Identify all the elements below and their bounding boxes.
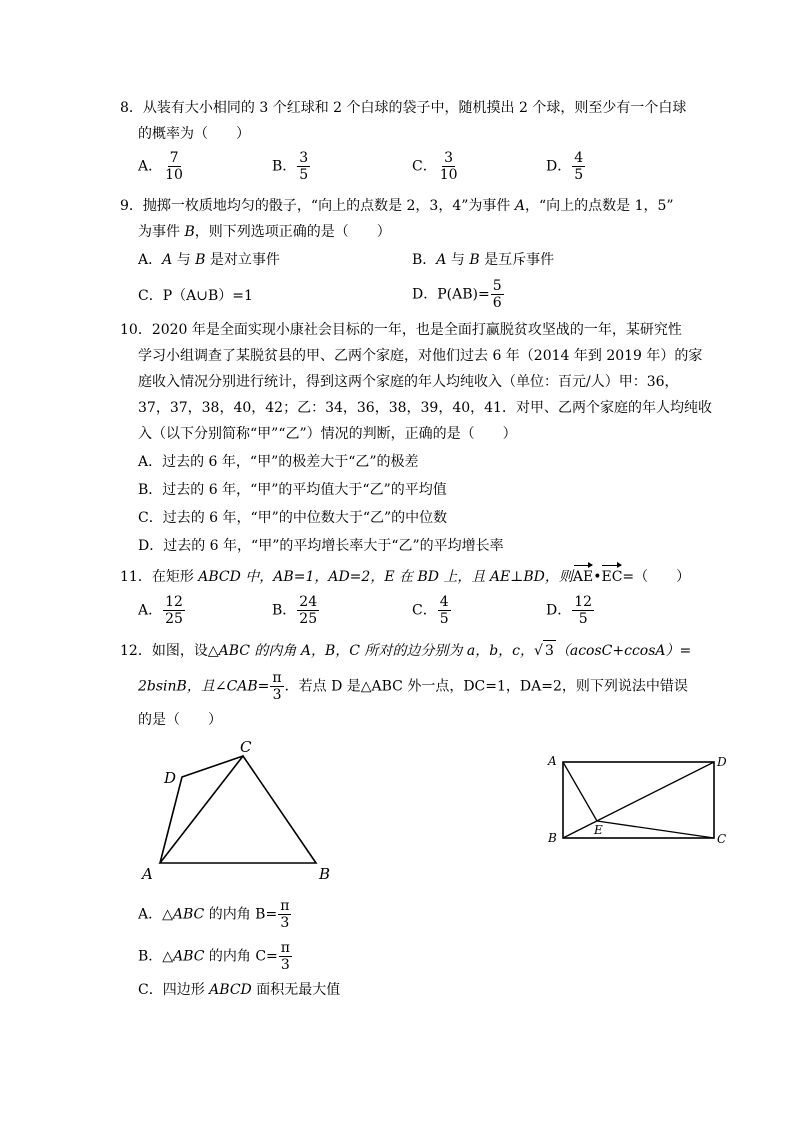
q11-option-d: D． $\frac{12}{5}$	[546, 594, 593, 627]
q8-option-d: D． $\frac{4}{5}$	[546, 150, 584, 183]
rectangle-figure	[540, 750, 740, 850]
vector-ec: EC	[601, 564, 622, 587]
q11-option-a: A． $\frac{12}{25}$	[138, 594, 183, 627]
label-a: A	[548, 754, 557, 768]
q10-stem-line4: 37，37，38，40，42；乙：34，36，38，39，40，41．对甲、乙两个家庭的年人均纯收	[138, 400, 712, 416]
q9-option-b: B．A 与 B 是互斥事件	[412, 252, 555, 268]
q10-stem-line2: 学习小组调查了某脱贫县的甲、乙两个家庭，对他们过去 6 年（2014 年到 2019 年）的家	[138, 348, 703, 364]
segment-ae	[563, 762, 597, 821]
label-a: A	[142, 865, 153, 883]
q8-stem-line2: 的概率为（ ）	[138, 126, 250, 142]
label-d: D	[164, 769, 177, 787]
q10-stem-line1: 10．2020 年是全面实现小康社会目标的一年，也是全面打赢脱贫攻坚战的一年，某研究性	[120, 322, 682, 338]
q12-stem-line2: 2bsinB，且∠CAB= $\frac{\pi}{3}$ ．若点 D 是△ABC 外一点，DC=1，DA=2，则下列说法中错误	[138, 670, 688, 703]
q10-stem-line3: 庭收入情况分别进行统计，得到这两个家庭的年人均纯收入（单位：百元/人）甲：36，	[138, 374, 679, 390]
q12-stem-line1: 12．如图，设△ABC 的内角 A，B，C 所对的边分别为 a，b，c，√ 3 （acosC+ccosA）=	[120, 640, 691, 661]
q10-option-c: C．过去的 6 年，“甲”的中位数大于“乙”的中位数	[138, 510, 448, 526]
q8-option-b: B． $\frac{3}{5}$	[272, 150, 309, 183]
label-b: B	[548, 831, 557, 845]
q11-option-b: B． $\frac{24}{25}$	[272, 594, 318, 627]
label-e: E	[594, 823, 603, 837]
quadrilateral-figure	[130, 735, 345, 885]
q10-option-a: A．过去的 6 年，“甲”的极差大于“乙”的极差	[138, 454, 419, 470]
label-d: D	[717, 755, 727, 769]
q11-stem: 11．在矩形 ABCD 中，AB=1，AD=2，E 在 BD 上，且 AE⊥BD，则AE•EC=（ ）	[120, 564, 690, 587]
q8-option-c: C． $\frac{3}{10}$	[412, 150, 458, 183]
q10-option-d: D．过去的 6 年，“甲”的平均增长率大于“乙”的平均增长率	[138, 538, 504, 554]
q8-stem-line1: 8．从装有大小相同的 3 个红球和 2 个白球的袋子中，随机摸出 2 个球，则至少有一个白球	[120, 100, 687, 116]
q12-option-a: A．△ABC 的内角 B= $\frac{\pi}{3}$	[138, 898, 290, 931]
q9-stem-line1: 9．抛掷一枚质地均匀的骰子，“向上的点数是 2，3，4”为事件 A，“向上的点数是 1，5”	[120, 198, 674, 214]
q9-option-a: A．A 与 B 是对立事件	[138, 252, 280, 268]
q12-stem-line3: 的是（ ）	[138, 712, 222, 728]
q10-stem-line5: 入（以下分别简称“甲”“乙”）情况的判断，正确的是（ ）	[138, 426, 517, 442]
q9-option-c: C．P（A∪B）=1	[138, 288, 253, 304]
q9-stem-line2: 为事件 B，则下列选项正确的是（ ）	[138, 224, 391, 240]
q10-option-b: B．过去的 6 年，“甲”的平均值大于“乙”的平均值	[138, 482, 447, 498]
label-b: B	[319, 865, 331, 883]
label-c: C	[240, 738, 252, 756]
q9-option-d: D．P(AB)= $\frac{5}{6}$	[412, 278, 502, 311]
label-c: C	[717, 832, 727, 846]
vector-ae: AE	[573, 564, 593, 587]
segment-ec	[597, 821, 714, 838]
q8-option-a: A． $\frac{7}{10}$	[138, 150, 183, 183]
triangle-abc	[160, 756, 316, 863]
q12-option-c: C．四边形 ABCD 面积无最大值	[138, 982, 341, 998]
q11-option-c: C． $\frac{4}{5}$	[412, 594, 449, 627]
q12-option-b: B．△ABC 的内角 C= $\frac{\pi}{3}$	[138, 940, 290, 973]
